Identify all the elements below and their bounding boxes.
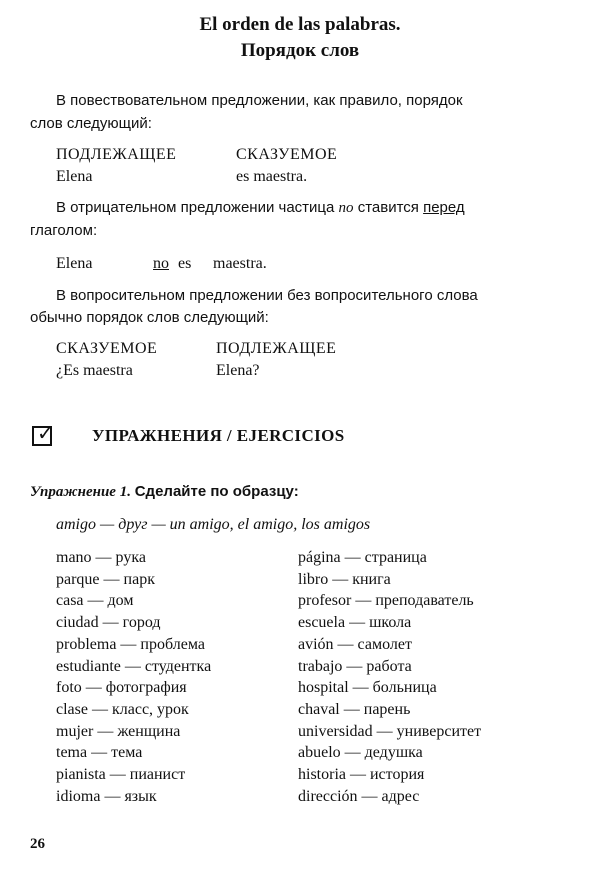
section2-text-line2: глаголом: [30,222,98,239]
vocab-item: trabajo — работа [298,657,412,675]
vocab-item: escuela — школа [298,614,412,632]
vocab-item: avión — самолет [298,635,412,653]
vocab-item: profesor — преподаватель [298,592,474,610]
section1-col1-header: ПОДЛЕЖАЩЕЕ [56,146,177,163]
vocab-item: tema — тема [56,744,143,762]
section3-col2-value: Elena? [216,362,260,379]
section3-text-line2: обычно порядок слов следующий: [30,309,269,326]
vocab-item: mujer — женщина [56,722,181,740]
section2-text-middle: ставится [353,199,424,216]
vocab-item: hospital — больница [298,679,437,697]
vocab-item: estudiante — студентка [56,657,212,675]
vocab-item: foto — фотография [56,679,187,697]
vocab-item: dirección — адрес [298,787,420,805]
vocab-item: abuelo — дедушка [298,744,423,762]
section1-text-line1: В повествовательном предложении, как правило, порядок [56,92,463,109]
title-line-2: Порядок слов [240,40,360,61]
exercise1-label: Упражнение 1. [30,484,131,500]
exercise1-instruction: Сделайте по образцу: [134,483,299,500]
section1-col2-value: es maestra. [236,168,308,185]
section2-particle: no [338,200,354,216]
vocab-item: ciudad — город [56,614,161,632]
vocab-item: casa — дом [56,592,134,610]
section3-col2-header: ПОДЛЕЖАЩЕЕ [216,340,337,357]
section2-example-rest: maestra. [213,255,267,272]
vocab-item: clase — класс, урок [56,700,189,718]
vocab-item: libro — книга [298,570,391,588]
title-line-1: El orden de las palabras. [199,14,401,35]
checkmark-box-icon: ✓ [32,426,52,446]
exercise1-title [30,483,299,501]
vocab-item: historia — история [298,766,425,783]
section3-col1-header: СКАЗУЕМОЕ [56,340,158,357]
vocab-item: universidad — университет [298,722,482,740]
section3-text-line1: В вопросительном предложении без вопросительного слова [56,287,478,304]
section2-example-subject: Elena [56,255,93,272]
section1-col2-header: СКАЗУЕМОЕ [236,146,338,163]
exercises-heading: УПРАЖНЕНИЯ / EJERCICIOS [92,426,345,445]
section1-col1-value: Elena [56,168,93,185]
vocab-item: problema — проблема [56,635,205,653]
section2-underlined: перед [423,199,465,216]
vocab-item: idioma — язык [56,787,157,805]
section2-example-verb: es [178,255,192,272]
section2-example-particle: no [153,255,169,272]
vocab-item: pianista — пианист [56,766,186,783]
vocab-item: chaval — парень [298,700,411,718]
exercise1-example: amigo — друг — un amigo, el amigo, los amigos [56,516,371,533]
vocab-item: mano — рука [56,549,146,566]
section1-text-line2: слов следующий: [30,115,152,132]
section3-col1-value: ¿Es maestra [56,362,133,379]
vocab-item: parque — парк [56,570,155,588]
section2-text-line1 [56,199,465,217]
page-number: 26 [30,836,45,852]
section2-text-before: В отрицательном предложении частица [56,199,339,216]
vocab-item: página — страница [298,549,427,566]
